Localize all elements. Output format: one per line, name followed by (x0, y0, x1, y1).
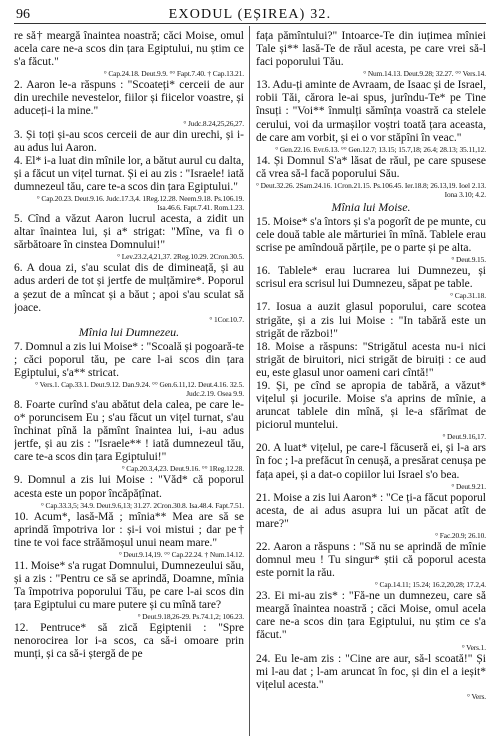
verse-paragraph: 17. Iosua a auzit glasul poporului, care scotea strigăte, și a zis lui Moise : "In tabără este un strigăt de război!" (256, 301, 486, 340)
verse-paragraph: 15. Moise* s'a întors și s'a pogorît de pe munte, cu cele două table ale mărturiei în mînă. Tablele erau scrise pe amîndouă părțile, pe o parte și pe alta. (256, 215, 486, 255)
section-heading: Mînia lui Dumnezeu. (78, 324, 180, 339)
verse-paragraph: fața pămîntului?" Intoarce-Te din iuțimea mîniei Tale și** lasă-Te de răul acesta, pe care vrei să-l faci poporului Tău. (256, 30, 486, 69)
verse-paragraph: 4. El* i-a luat din mînile lor, a bătut aurul cu dalta, și a făcut un vițel turnat. Și ei au zis : "Israele! iată dumnezeul tău, care te-a scos din țara Egiptului." (14, 154, 244, 193)
right-column (256, 30, 486, 736)
left-column (14, 30, 244, 736)
verse-paragraph: 7. Domnul a zis lui Moise* : "Scoală și pogoară-te ; căci poporul tău, pe care l-ai scos din țara Egiptului, s'a** stricat. (14, 340, 244, 379)
verse-paragraph: 5. Cînd a văzut Aaron lucrul acesta, a zidit un altar înaintea lui, și a* strigat: "Mîne, va fi o sărbătoare în cinstea Domnului!" (14, 213, 244, 252)
cross-reference: ° 1Cor.10.7. (209, 314, 244, 324)
cross-reference: ° Cap.33.3,5; 34.9. Deut.9.6,13; 31.27. 2Cron.30.8. Isa.48.4. Fapt.7.51. (40, 500, 244, 510)
verse-paragraph: 10. Acum*, lasă-Mă ; mînia** Mea are să se aprindă împotriva lor : și-i voi mistui ; dar pe† tine te voi face străămoșul unui neam mare." (14, 510, 244, 549)
verse-paragraph: 24. Eu le-am zis : "Cine are aur, să-l scoată!" Și mi l-au dat ; l-am aruncat în foc, și din el a ieșit* vițelul acesta." (256, 652, 486, 691)
verse-paragraph: 14. Și Domnul S'a* lăsat de răul, pe care spusese că vrea să-l facă poporului Său. (256, 154, 486, 180)
verse-paragraph: 21. Moise a zis lui Aaron* : "Ce ți-a făcut poporul acesta, de ai adus asupra lui un păcat atît de mare?" (256, 491, 486, 530)
page-number: 96 (16, 7, 30, 22)
verse-paragraph: 8. Foarte curînd s'au abătut dela calea, pe care le-o* poruncisem Eu ; s'au făcut un vițel turnat, s'au închinat pînă la pămînt înaintea lui, i-au adus jertfe, și au zis : "Israele** ! iată dumnezeul tău, care te-a scos din țara Egiptului!" (14, 398, 244, 464)
verse-paragraph: 19. Și, pe cînd se apropia de tabără, a văzut* vițelul și jocurile. Moise s'a aprins de mînie, a aruncat tablele din mînă, și le-a sfărîmat de piciorul muntelui. (256, 379, 486, 432)
cross-reference: ° Vers.1. Cap.33.1. Deut.9.12. Dan.9.24. °° Gen.6.11,12. Deut.4.16. 32.5. Judc.2.19. Osea 9.9. (35, 379, 244, 398)
cross-reference: ° Deut.9.14,19. °° Cap.22.24. † Num.14.12. (118, 549, 244, 559)
verse-paragraph: 9. Domnul a zis lui Moise : "Văd* că poporul acesta este un popor încăpățînat. (14, 474, 244, 500)
cross-reference: ° Cap.31.18. (450, 291, 486, 301)
cross-reference: ° Deut.9.21. (451, 481, 486, 491)
verse-paragraph: 2. Aaron le-a răspuns : "Scoateți* cerceii de aur din urechile nevestelor, fiilor și fiicelor voastre, și aduceți-i la mine." (14, 79, 244, 118)
cross-reference: ° Cap.20.3,4,23. Deut.9.16. °° 1Reg.12.28. (121, 464, 244, 474)
cross-reference: ° Num.14.13. Deut.9.28; 32.27. °° Vers.14. (363, 69, 486, 79)
page-header (14, 7, 486, 24)
cross-reference: ° Deut.9.15. (451, 255, 486, 265)
cross-reference: ° Vers. (467, 691, 486, 701)
cross-reference: ° Deut.9.18,26-29. Ps.74.1,2; 106.23. (137, 612, 244, 622)
cross-reference: ° Fac.20.9; 26.10. (435, 530, 486, 540)
cross-reference: ° Cap.20.23. Deut.9.16. Judc.17.3,4. 1Reg.12.28. Neem.9.18. Ps.106.19. Isa.46.6. Fapt.7.41. Rom.1.23. (36, 194, 244, 213)
verse-paragraph: 6. A doua zi, s'au sculat dis de dimineață, și au adus arderi de tot și jertfe de mulțămire*. Poporul a șezut de a mîncat și a băut ; apoi s'au sculat să joace. (14, 262, 244, 314)
column-divider (249, 26, 250, 736)
cross-reference: ° Gen.22.16. Evr.6.13. °° Gen.12.7; 13.15; 15.7,18; 26.4; 28.13; 35.11,12. (275, 144, 486, 154)
verse-paragraph: 3. Și toți și-au scos cerceii de aur din urechi, și i-au adus lui Aaron. (14, 128, 244, 154)
cross-reference: ° Judc.8.24,25,26,27. (183, 118, 244, 128)
page-title: EXODUL (EȘIREA) 32. (168, 7, 332, 22)
verse-paragraph: 23. Ei mi-au zis* : "Fă-ne un dumnezeu, care să meargă înaintea noastră ; căci Moise, omul acela care ne-a scos din țara Egiptului, nu știm ce s'a făcut." (256, 590, 486, 642)
verse-paragraph: 16. Tablele* erau lucrarea lui Dumnezeu, și scrisul era scrisul lui Dumnezeu, săpat pe table. (256, 265, 486, 291)
verse-paragraph: 18. Moise a răspuns: "Strigătul acesta nu-i nici strigăt de biruitori, nici strigăt de biruiți : ce aud eu, este glasul unor oameni cari cîntă!" (256, 340, 486, 379)
cross-reference: ° Vers.1. (461, 642, 486, 652)
verse-paragraph: 20. A luat* vițelul, pe care-l făcuseră ei, și l-a ars în foc ; l-a prefăcut în cenușă, a presărat cenușa pe fața apei, și a dat-o copiilor lui Israel s'o bea. (256, 442, 486, 481)
verse-paragraph: 22. Aaron a răspuns : "Să nu se aprindă de mînie domnul meu ! Tu singur* știi că poporul acesta este pornit la rău. (256, 540, 486, 580)
cross-reference: ° Deut.9.16,17. (442, 432, 486, 442)
cross-reference: ° Cap.14.11; 15.24; 16.2,20,28; 17.2,4. (374, 580, 486, 590)
cross-reference: ° Cap.24.18. Deut.9.9. °° Fapt.7.40. † Cap.13.21. (103, 69, 244, 79)
cross-reference: ° Lev.23.2,4,21,37. 2Reg.10.29. 2Cron.30.5. (117, 252, 244, 262)
verse-paragraph: 12. Pentruce* să zică Egiptenii : "Spre nenorocirea lor i-a scos, ca să-i omoare prin munți, și ca să-i ștergă de pe (14, 622, 244, 661)
verse-paragraph: 13. Adu-ți aminte de Avraam, de Isaac și de Israel, robii Tăi, cărora le-ai spus, jurîndu-Te* pe Tine însuți : "Voi** înmulți sămînța voastră ca stelele cerului, voi da urmașilor voștri toată țara aceasta, de care am vorbit, și ei o vor stăpîni în veac." (256, 79, 486, 144)
verse-paragraph: re să† meargă înaintea noastră; căci Moise, omul acela care ne-a scos din țara Egiptului, nu știm ce s'a făcut." (14, 30, 244, 69)
section-heading: Mînia lui Moise. (331, 199, 411, 214)
verse-paragraph: 11. Moise* s'a rugat Domnului, Dumnezeului său, și a zis : "Pentru ce să se aprindă, Doamne, mînia Ta împotriva poporului Tău, pe care l-ai scos din țara Egiptului cu mare putere și cu mînă tare? (14, 559, 244, 612)
cross-reference: ° Deut.32.26. 2Sam.24.16. 1Cron.21.15. Ps.106.45. Ier.18.8; 26.13,19. Ioel 2.13. Iona 3.10; 4.2. (256, 180, 486, 199)
